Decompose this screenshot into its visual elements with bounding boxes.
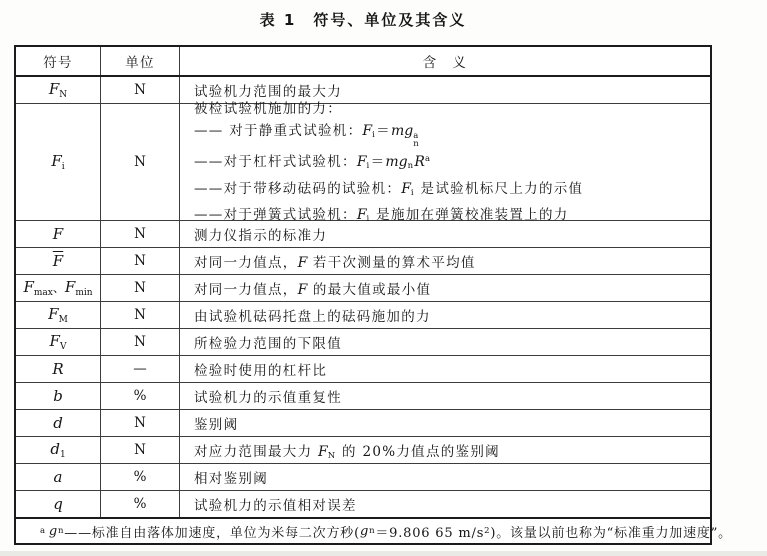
- table-row: [16, 355, 710, 382]
- symbol-Fi: $F_i$: [51, 152, 65, 172]
- meaning-formula-deadweight: —— 对于静重式试验机：$F_i=mg$ a n: [194, 123, 420, 149]
- symbol-d1: $d_1$: [50, 440, 66, 460]
- unit-cell: [101, 410, 180, 436]
- table-row: [16, 490, 710, 517]
- meaning-text: 试验机力的示值相对误差: [194, 498, 357, 514]
- symbol-cell: [16, 275, 101, 301]
- meaning-cell: [180, 302, 710, 328]
- symbol-Fmax-Fmin: $F_{max}$、$F_{min}$: [23, 278, 93, 298]
- unit-value: N: [134, 82, 146, 98]
- meaning-cell: [180, 437, 710, 463]
- table-row: [16, 409, 710, 436]
- header-symbol-label: 符号: [43, 55, 73, 71]
- symbol-F-mean: $\overline{F}$: [52, 252, 64, 270]
- meaning-text: 试验机力范围的最大力: [194, 84, 342, 100]
- symbol-FN: $F_N$: [48, 80, 68, 100]
- table-footnote: a g n ——标准自由落体加速度，单位为米每二次方秒( g n ＝9.806 65 m/s 2 )。该量以前也称为“标准重力加速度”。: [16, 517, 710, 543]
- unit-value: —: [133, 361, 147, 377]
- scan-edge: [0, 551, 767, 556]
- symbol-cell: [16, 464, 101, 490]
- unit-value: N: [134, 154, 146, 170]
- symbol-a: a: [53, 468, 63, 486]
- meaning-cell: [180, 248, 710, 274]
- meaning-cell: [180, 383, 710, 409]
- unit-cell: [101, 464, 180, 490]
- header-unit-label: 单位: [125, 55, 155, 71]
- meaning-text: 由试验机砝码托盘上的砝码施加的力: [194, 309, 431, 325]
- table-row: [16, 463, 710, 490]
- unit-cell: [101, 329, 180, 355]
- meaning-text: 检验时使用的杠杆比: [194, 363, 328, 379]
- meaning-line-poise: ——对于带移动砝码的试验机：$F_i$ 是试验机标尺上力的示值: [194, 180, 584, 198]
- table-header-row: [16, 47, 710, 75]
- symbol-F: F: [52, 225, 64, 243]
- unit-cell: [101, 383, 180, 409]
- unit-value: %: [133, 469, 147, 485]
- footnote-text-end: )。该量以前也称为“标准重力加速度”。: [490, 525, 732, 541]
- footnote-gn-symbol: g: [48, 523, 58, 539]
- unit-cell: [101, 275, 180, 301]
- header-meaning-cell: [180, 47, 710, 75]
- unit-value: N: [134, 307, 146, 323]
- unit-cell: [101, 77, 180, 103]
- symbol-cell: [16, 329, 101, 355]
- meaning-text: 所检验力范围的下限值: [194, 336, 342, 352]
- footnote-value: ＝9.806 65 m/s: [375, 525, 485, 541]
- table-row: [16, 75, 710, 103]
- header-unit-cell: [101, 47, 180, 75]
- symbol-cell: [16, 77, 101, 103]
- symbol-cell: [16, 221, 101, 247]
- header-meaning-label: 含 义: [422, 55, 468, 71]
- table-row: [16, 220, 710, 247]
- unit-value: N: [134, 280, 146, 296]
- table-row: [16, 436, 710, 463]
- meaning-cell: [180, 464, 710, 490]
- header-symbol-cell: [16, 47, 101, 75]
- meaning-cell: [180, 329, 710, 355]
- unit-cell: [101, 491, 180, 517]
- symbol-cell: [16, 410, 101, 436]
- meaning-formula-lever: ——对于杠杆式试验机：$F_i=mg_nR^a$: [194, 154, 432, 171]
- meaning-cell: [180, 100, 710, 224]
- table-row: [16, 301, 710, 328]
- symbol-FV: $F_V$: [49, 332, 67, 352]
- unit-value: N: [134, 253, 146, 269]
- symbol-cell: [16, 248, 101, 274]
- table-row: [16, 247, 710, 274]
- table-row: [16, 328, 710, 355]
- unit-cell: [101, 104, 180, 220]
- meaning-cell: [180, 410, 710, 436]
- symbol-d: d: [53, 414, 63, 432]
- meaning-text: 对同一力值点，F 的最大值或最小值: [194, 282, 432, 298]
- footnote-text: ——标准自由落体加速度，单位为米每二次方秒(: [64, 525, 360, 541]
- unit-cell: [101, 356, 180, 382]
- unit-value: %: [133, 388, 147, 404]
- unit-value: N: [134, 415, 146, 431]
- meaning-text: 鉴别阈: [194, 417, 239, 433]
- footnote-marker: a: [40, 526, 46, 536]
- footnote-gn-symbol: g: [359, 523, 370, 539]
- symbol-cell: [16, 356, 101, 382]
- symbol-cell: [16, 491, 101, 517]
- symbol-q: q: [53, 495, 63, 513]
- meaning-intro: 被检试验机施加的力：: [194, 100, 342, 117]
- meaning-cell: [180, 221, 710, 247]
- table-title: 表 1 符号、单位及其含义: [259, 11, 467, 29]
- meaning-text: 试验机力的示值重复性: [194, 390, 342, 406]
- symbol-cell: [16, 104, 101, 220]
- symbol-cell: [16, 437, 101, 463]
- meaning-cell: [180, 275, 710, 301]
- meaning-text: 对应力范围最大力 $F_N$ 的 20%力值点的鉴别阈: [194, 443, 500, 461]
- symbol-FM: $F_M$: [48, 305, 68, 325]
- meaning-text: 对同一力值点，F 若干次测量的算术平均值: [194, 255, 476, 271]
- symbol-cell: [16, 383, 101, 409]
- table-row: [16, 382, 710, 409]
- unit-value: N: [134, 334, 146, 350]
- table-row: [16, 100, 710, 224]
- symbol-b: b: [53, 387, 63, 405]
- meaning-cell: [180, 491, 710, 517]
- meaning-text: 测力仪指示的标准力: [194, 228, 328, 244]
- unit-cell: [101, 221, 180, 247]
- unit-value: N: [134, 442, 146, 458]
- symbol-R: R: [52, 360, 64, 378]
- meaning-line-spring: ——对于弹簧式试验机：$F_i$ 是施加在弹簧校准装置上的力: [194, 207, 569, 224]
- symbol-cell: [16, 302, 101, 328]
- symbols-table: [14, 45, 732, 545]
- unit-value: %: [133, 496, 147, 512]
- unit-cell: [101, 248, 180, 274]
- meaning-cell: [180, 356, 710, 382]
- unit-cell: [101, 302, 180, 328]
- meaning-text: 相对鉴别阈: [194, 471, 268, 487]
- unit-value: N: [134, 226, 146, 242]
- table-row: [16, 274, 710, 301]
- unit-cell: [101, 437, 180, 463]
